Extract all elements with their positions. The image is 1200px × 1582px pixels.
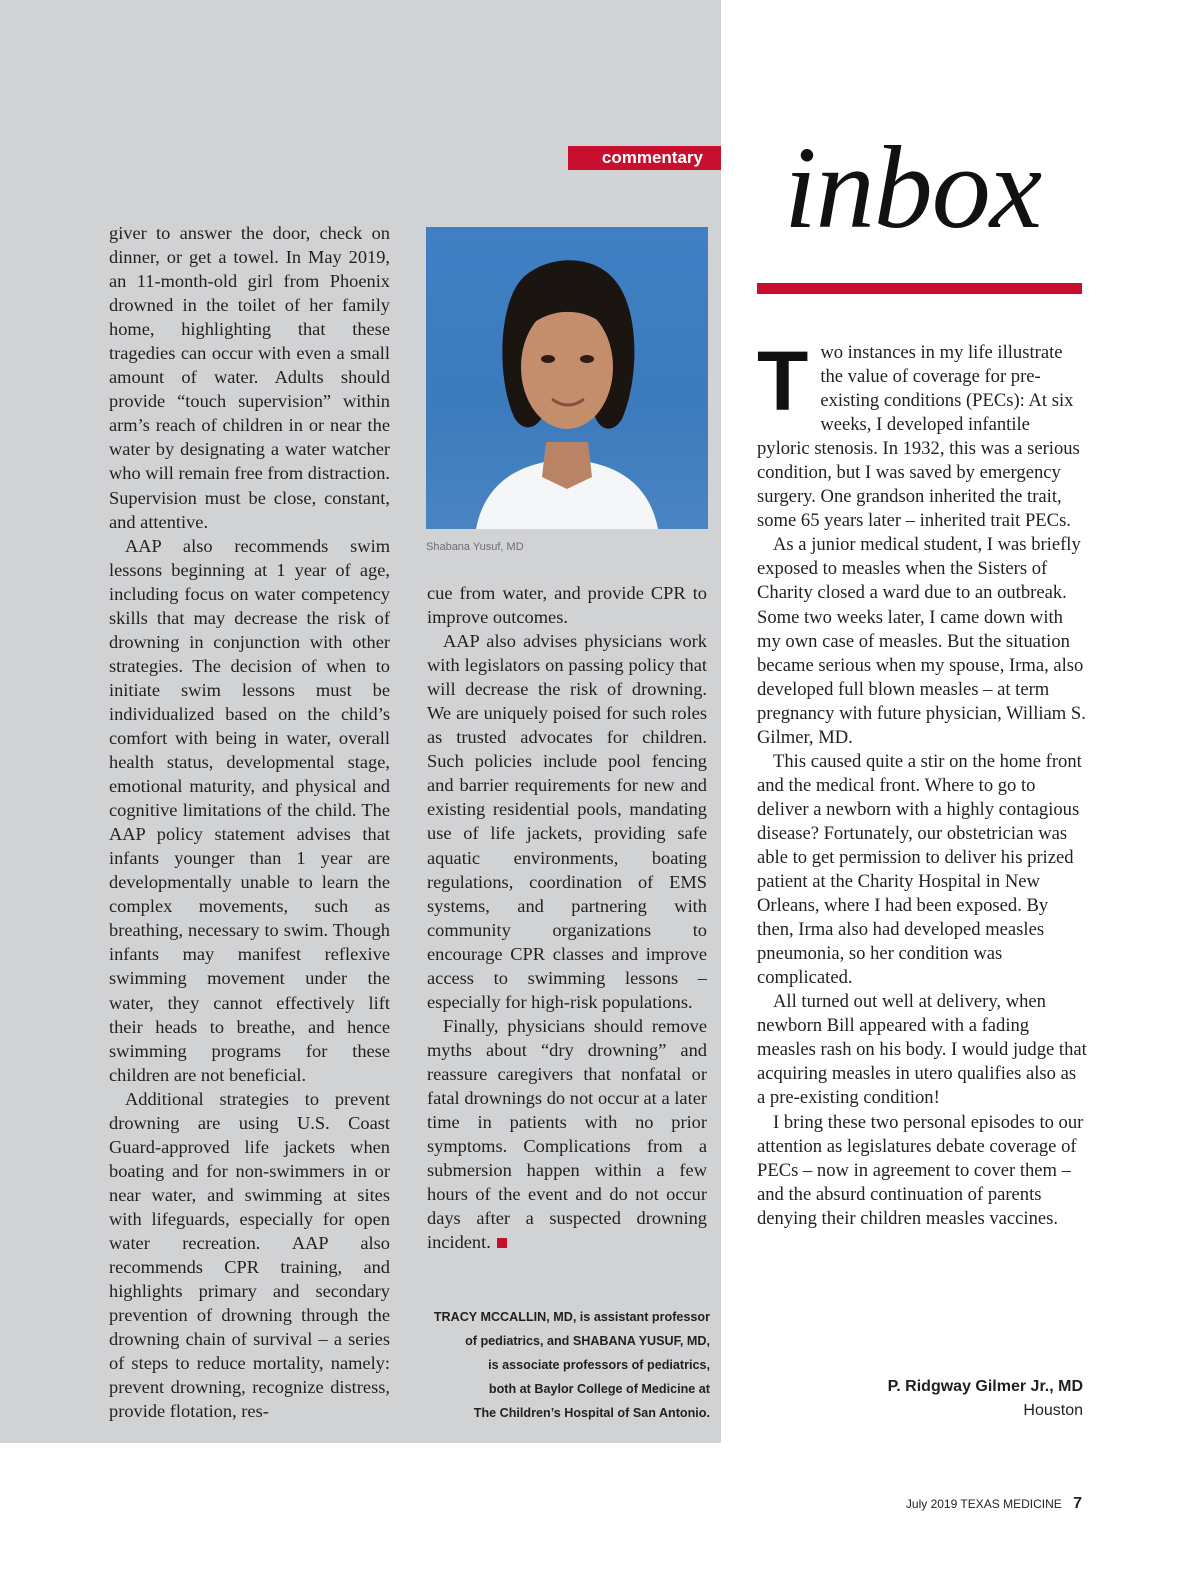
page-footer [880,1495,1082,1513]
middle-text-column [427,581,707,1254]
paragraph-text: wo instances in my life illustrate the value of coverage for pre-existing conditions (PECs): At six weeks, I developed infantile pyloric stenosis. In 1932, this was a serious condition, but I was saved by emergency surgery. One grandson inherited the trait, some 65 years later – inherited trait PECs. [757,342,1080,532]
section-tag: commentary [568,146,721,170]
paragraph: AAP also advises physicians work with legislators on passing policy that will decrease the risk of drowning. We are uniquely poised for such roles as trusted advocates for children. Such policies include pool fencing and barrier requirements for new and existing residential pools, mandating use of life jackets, providing safe aquatic environments, boating regulations, coordination of EMS systems, and partnering with community organizations to encourage CPR classes and improve access to swimming lessons – especially for high-risk populations. [427,631,707,1012]
bio-line: of pediatrics, and SHABANA YUSUF, MD, [465,1334,710,1349]
bio-line: TRACY MCCALLIN, MD, is assistant professor [433,1310,710,1324]
bio-line: both at Baylor College of Medicine at [488,1382,710,1397]
heading-rule [757,283,1082,294]
paragraph: giver to answer the door, check on dinner, or get a towel. In May 2019, an 11-month-old girl from Phoenix drowned in the toilet of her family home, highlighting that these tragedies can occur with even a small amount of water. Adults should provide “touch supervision” within arm’s reach of children in or near the water by designating a water watcher who will remain free from distraction. Supervision must be close, constant, and attentive. [109,223,390,532]
letter-signature [757,1375,1083,1423]
author-bio [427,1305,710,1425]
bio-line: The Children’s Hospital of San Antonio. [473,1406,710,1421]
page-number: 7 [1073,1495,1082,1512]
paragraph-text: Finally, physicians should remove myths about “dry drowning” and reassure caregivers that nonfatal or fatal drownings do not occur at a later time in patients with no prior symptoms. Complications from a submersion happen within a few hours of the event and do not occur days after a suspected drowning incident. [427,1015,707,1253]
end-of-article-mark [497,1238,507,1248]
portrait-illustration [426,227,708,529]
signature-city: Houston [1023,1402,1083,1419]
paragraph: I bring these two personal episodes to our attention as legislatures debate coverage of PECs – now in agreement to cover them – and the absurd continuation of parents denying their children measles vaccines. [757,1111,1084,1229]
paragraph: AAP also recommends swim lessons beginning at 1 year of age, including focus on water competency skills that may decrease the risk of drowning in conjunction with other strategies. The decision of when to initiate swim lessons must be individualized based on the child’s comfort with being in water, overall health status, developmental stage, emotional maturity, and physical and cognitive limitations of the child. The AAP policy statement advises that infants younger than 1 year are developmentally unable to learn the complex movements, such as breathing, necessary to swim. Though infants may manifest reflexive swimming movement under the water, they cannot effectively lift their heads to breathe, and hence swimming programs for these children are not beneficial. [109,535,390,1085]
right-text-column [757,334,1087,1231]
footer-issue: July 2019 [905,1497,958,1511]
paragraph: As a junior medical student, I was briefly exposed to measles when the Sisters of Charity closed a ward due to an outbreak. Some two weeks later, I came down with my own case of measles. But the situation became serious when my spouse, Irma, also developed full blown measles – at term pregnancy with future physician, William S. Gilmer, MD. [757,534,1086,748]
paragraph [757,334,1087,533]
footer-publication: TEXAS MEDICINE [960,1497,1062,1511]
paragraph: This caused quite a stir on the home front and the medical front. Where to go to deliver a newborn with a highly contagious disease? Fortunately, our obstetrician was able to get permission to deliver his prized patient at the Charity Hospital in New Orleans, where I had been exposed. By then, Irma also had developed measles pneumonia, so her condition was complicated. [757,750,1082,989]
inbox-heading: inbox [784,122,1042,253]
paragraph [427,1014,707,1254]
signature-name: P. Ridgway Gilmer Jr., MD [887,1378,1083,1395]
paragraph: All turned out well at delivery, when newborn Bill appeared with a fading measles rash on his body. I would judge that acquiring measles in utero qualifies also as a pre-existing condition! [757,991,1087,1109]
drop-cap: T [757,334,809,428]
paragraph: cue from water, and provide CPR to improve outcomes. [427,583,707,628]
author-portrait-photo [426,227,708,529]
photo-caption: Shabana Yusuf, MD [426,541,524,553]
paragraph: Additional strategies to prevent drowning are using U.S. Coast Guard-approved life jackets when boating and for non-swimmers in or near water, and swimming at sites with lifeguards, especially for open water recreation. AAP also recommends CPR training, and highlights primary and secondary prevention of drowning through the drowning chain of survival – a series of steps to reduce mortality, namely: prevent drowning, recognize distress, provide flotation, res- [109,1088,390,1422]
bio-line: is associate professors of pediatrics, [488,1358,710,1373]
left-text-column [109,221,390,1423]
